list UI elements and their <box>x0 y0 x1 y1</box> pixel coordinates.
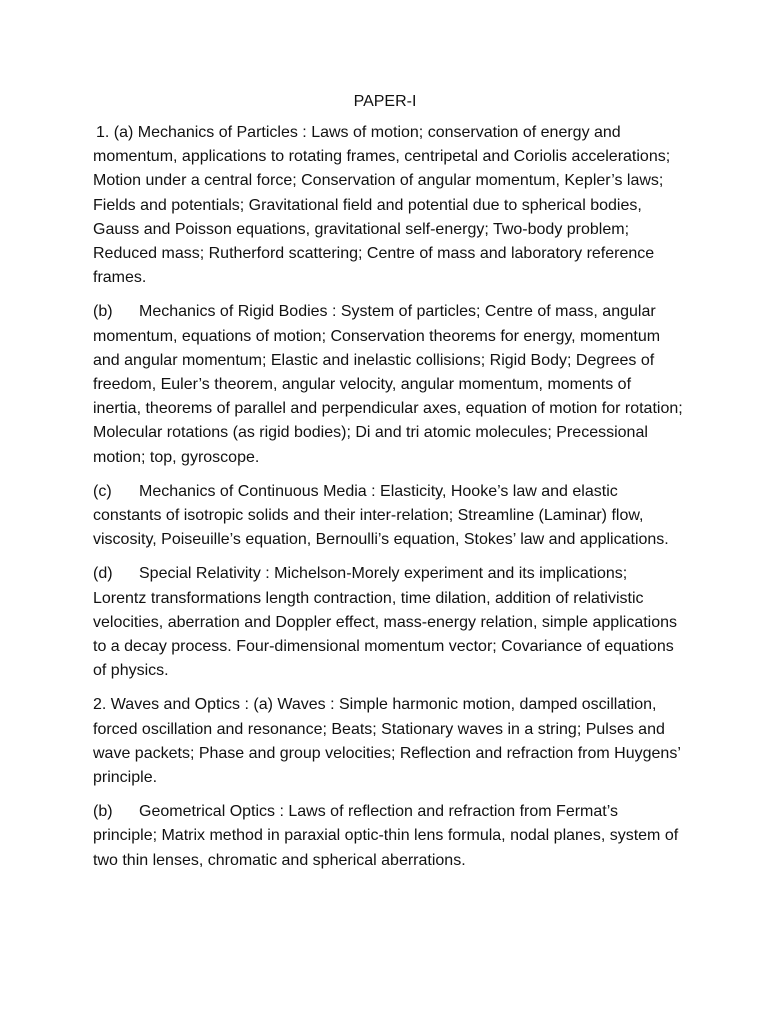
paragraph-1b-rigid-bodies <box>93 300 683 469</box>
paragraph-text: 2. Waves and Optics : (a) Waves : Simple harmonic motion, damped oscillation, forced oscillation and resonance; Beats; Stationary waves in a string; Pulses and wave packets; Phase and group velocities; Reflection and refraction from Huygens’ principle. <box>93 696 681 787</box>
paragraph-1c-continuous-media <box>93 480 683 553</box>
paragraph-1d-special-relativity <box>93 562 683 683</box>
paragraph-tag: (b) <box>93 803 113 821</box>
paragraph-2a-waves <box>93 693 683 790</box>
paragraph-2b-geometrical-optics <box>93 800 683 873</box>
paragraph-tag: (d) <box>93 565 113 583</box>
paragraph-tag: (b) <box>93 303 113 321</box>
paragraph-text: 1. (a) Mechanics of Particles : Laws of motion; conservation of energy and momentum, applications to rotating frames, centripetal and Coriolis accelerations; Motion under a central force; Conservation of angular momentum, Kepler’s laws; Fields and potentials; Gravitational field and potential due to spherical bodies, Gauss and Poisson equations, gravitational self-energy; Two-body problem; Reduced mass; Rutherford scattering; Centre of mass and laboratory reference frames. <box>93 124 671 287</box>
paragraph-tag: (c) <box>93 482 112 500</box>
document-page <box>93 92 683 883</box>
paragraph-text: Geometrical Optics : Laws of reflection and refraction from Fermat’s principle; Matrix method in paraxial optic-thin lens formula, nodal planes, system of two thin lenses, chromatic and spherical aberrations. <box>93 803 679 869</box>
paragraph-text: Mechanics of Continuous Media : Elasticity, Hooke’s law and elastic constants of isotropic solids and their inter-relation; Streamline (Laminar) flow, viscosity, Poiseuille’s equation, Bernoulli’s equation, Stokes’ law and applications. <box>93 482 669 549</box>
paragraph-1a-mechanics-of-particles <box>93 121 683 290</box>
paragraph-text: Mechanics of Rigid Bodies : System of particles; Centre of mass, angular momentum, equations of motion; Conservation theorems for energy, momentum and angular momentum; Elastic and inelastic collisions; Rigid Body; Degrees of freedom, Euler’s theorem, angular velocity, angular momentum, moments of inertia, theorems of parallel and perpendicular axes, equation of motion for rotation; Molecular rotations (as rigid bodies); Di and tri atomic molecules; Precessional motion; top, gyroscope. <box>93 303 683 466</box>
paragraph-text: Special Relativity : Michelson-Morely experiment and its implications; Lorentz transformations length contraction, time dilation, addition of relativistic velocities, aberration and Doppler effect, mass-energy relation, simple applications to a decay process. Four-dimensional momentum vector; Covariance of equations of physics. <box>93 565 678 680</box>
page-title: PAPER-I <box>353 93 417 110</box>
